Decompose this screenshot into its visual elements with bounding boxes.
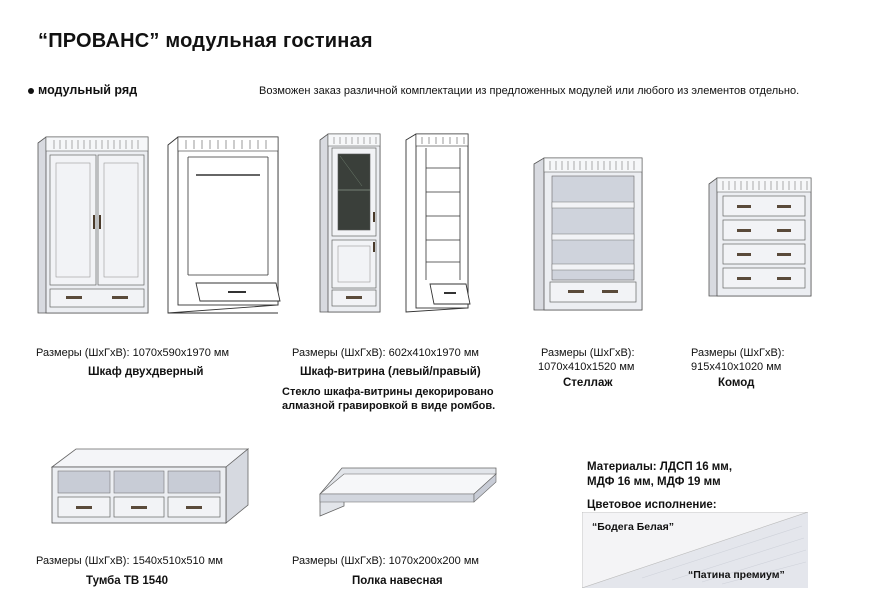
- product-dims: 1070x410x1520 мм: [538, 361, 635, 373]
- wall-shelf-icon: [318, 466, 500, 518]
- product-dims: Размеры (ШхГхВ): 1540x510x510 мм: [36, 555, 223, 567]
- product-description: алмазной гравировкой в виде ромбов.: [282, 400, 496, 412]
- product-description: Стекло шкафа-витрины декорировано: [282, 386, 494, 398]
- product-name: Шкаф-витрина (левый/правый): [300, 366, 481, 378]
- product-dims: Размеры (ШхГхВ): 1070x200x200 мм: [292, 555, 479, 567]
- product-name: Комод: [718, 377, 755, 389]
- product-dims: Размеры (ШхГхВ):: [541, 347, 635, 359]
- page-title: “ПРОВАНС” модульная гостиная: [38, 30, 373, 52]
- color-option-patina-premium: “Патина премиум”: [688, 569, 785, 581]
- display-cabinet-icon: [318, 132, 384, 314]
- order-note: Возможен заказ различной комплектации из предложенных модулей или любого из элементов отдельно.: [259, 85, 800, 97]
- product-name: Полка навесная: [352, 575, 443, 587]
- product-dims: Размеры (ШхГхВ): 1070x590x1970 мм: [36, 347, 230, 359]
- section-label-text: модульный ряд: [38, 83, 138, 97]
- bullet-icon: [28, 88, 34, 94]
- product-dims: Размеры (ШхГхВ):: [691, 347, 785, 359]
- product-dims: Размеры (ШхГхВ): 602x410x1970 мм: [292, 347, 479, 359]
- materials-line-1: Материалы: ЛДСП 16 мм,: [587, 461, 733, 473]
- product-name: Стеллаж: [563, 377, 613, 389]
- wardrobe-two-door-icon: [36, 135, 151, 315]
- color-option-bodega-white: “Бодега Белая”: [592, 521, 674, 533]
- product-name: Тумба ТВ 1540: [86, 575, 168, 587]
- product-dims: 915x410x1020 мм: [691, 361, 782, 373]
- product-name: Шкаф двухдверный: [88, 366, 204, 378]
- chest-of-drawers-icon: [707, 176, 813, 298]
- shelving-icon: [532, 156, 644, 312]
- display-cabinet-outline-icon: [404, 132, 474, 314]
- wardrobe-open-outline-icon: [166, 135, 286, 315]
- tv-stand-icon: [50, 447, 250, 525]
- section-label: [28, 83, 137, 97]
- materials-line-2: МДФ 16 мм, МДФ 19 мм: [587, 476, 721, 488]
- color-heading: Цветовое исполнение:: [587, 499, 717, 511]
